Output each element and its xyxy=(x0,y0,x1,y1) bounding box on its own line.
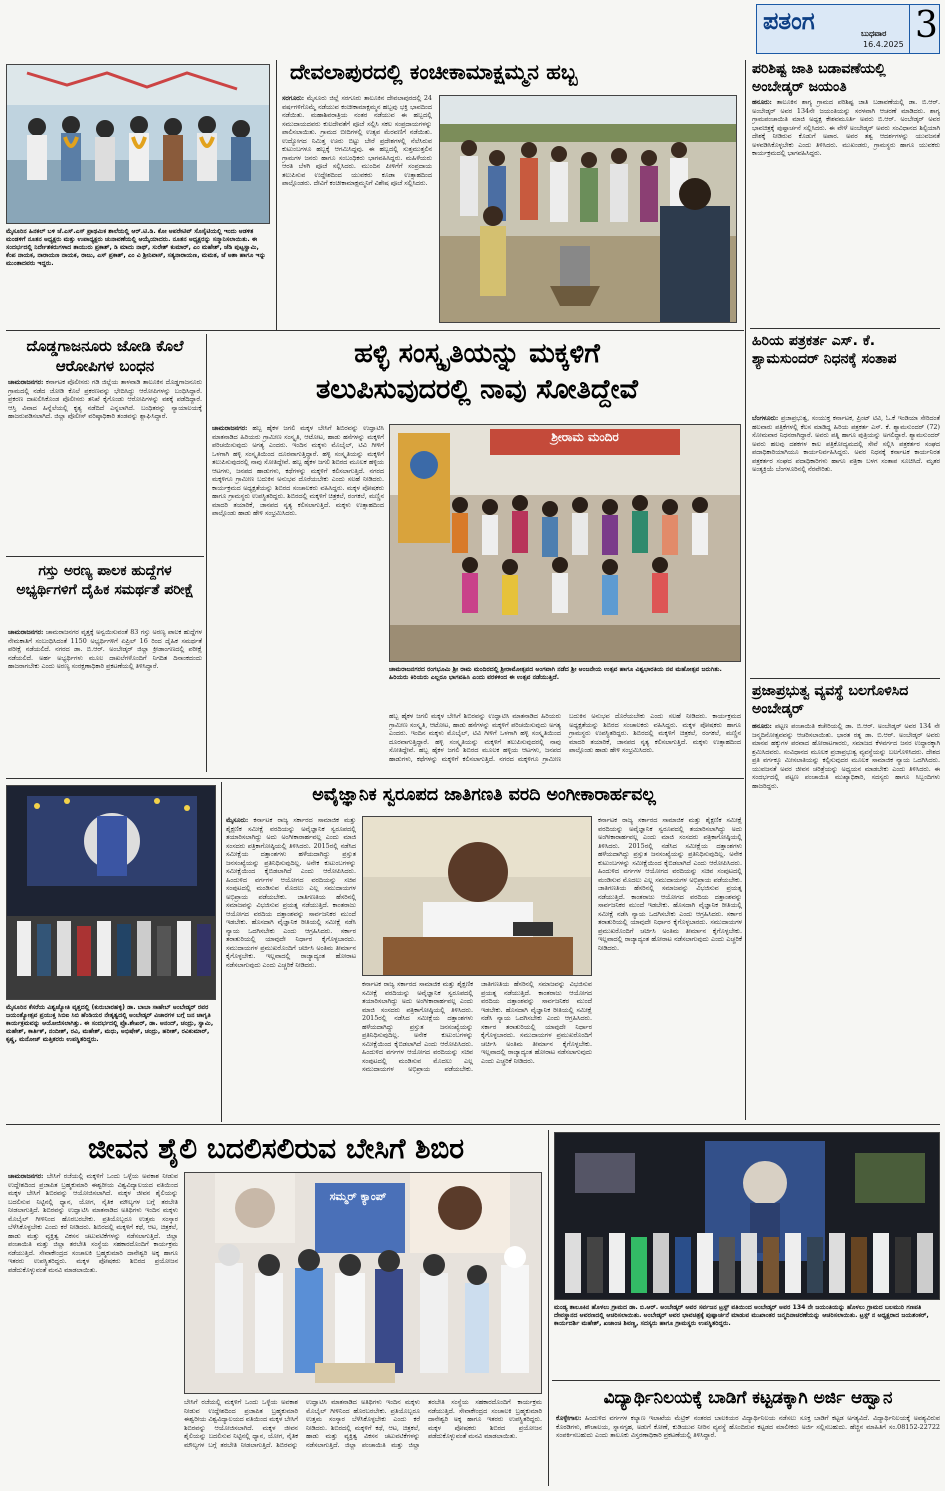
masthead xyxy=(756,4,940,54)
top-left-caption: ಮೈಸೂರಿನ ಹಿನಕಲ್ ಬಳಿ ಜೆ.ಎಸ್.ಎಸ್ ಪ್ರಾಥಮಿಕ ಶಾಲೆಯಲ್ಲಿ ಆರ್.ಟಿ.ಡಿ. ಕೋ ಆಪರೇಟಿವ್ ಸೊಸೈಟಿಯಲ್ಲಿ ಇಂದು ಆಡಳಿತ ಮಂಡಳಿಗೆ ನೂತನ ಅಧ್ಯಕ್ಷರು ಮತ್ತು ಉಪಾಧ್ಯಕ್ಷರು ಚುನಾವಣೆಯಲ್ಲಿ ಆಯ್ಕೆಯಾದರು. ನೂತನ ಅಧ್ಯಕ್ಷರನ್ನು ಸನ್ಮಾನಿಸಲಾಯಿತು. ಈ ಸಂದರ್ಭದಲ್ಲಿ ನಿರ್ದೇಶಕರುಗಳಾದ ತಾಯುರು ಪ್ರಕಾಶ್, ಡಿ ಮಾದು ನಾಥ್, ಸುರೇಶ್ ಕುಮಾರ್, ಎಂ ಮಹೇಶ್, ಜೆಡಿ ಪುಟ್ಟಸ್ವಾಮಿ, ಕೆಂಪ ನಾಯಕ, ನಾರಾಯಣ ನಾಯಕ, ರಾಜು, ಎಸ್ ಪ್ರಕಾಶ್, ಎಂ ವಿ ಶ್ರೀನಿವಾಸ್, ಸತ್ಯನಾರಾಯಣ, ಮಮತ, ಜೆ ಅಶಾ ಹಾಗೂ ಇನ್ನು ಮುಂತಾದವರು ಇದ್ದರು. xyxy=(6,228,266,268)
summer-text-cont: ಬೇಸಿಗೆ ರಜೆಯಲ್ಲಿ ಮಕ್ಕಳಿಗೆ ಒಂದು ಒಳ್ಳೆಯ ಅವಕಾಶ ನೀಡುವ ಉದ್ದೇಶದಿಂದ ಪ್ರಜಾಪಿತ ಬ್ರಹ್ಮಕುಮಾರಿ ಈಶ್ವರೀಯ ವಿಶ್ವವಿದ್ಯಾಲಯದ ವತಿಯಿಂದ ಮಕ್ಕಳ ಬೇಸಿಗೆ ಶಿಬಿರವನ್ನು ಆಯೋಜಿಸಲಾಗಿದೆ. ಮಕ್ಕಳ ಜೀವನ ಶೈಲಿಯನ್ನು ಬದಲಿಸುವ ನಿಟ್ಟಿನಲ್ಲಿ ಧ್ಯಾನ, ಯೋಗ, ನೈತಿಕ ಮೌಲ್ಯಗಳ ಬಗ್ಗೆ ತರಬೇತಿ ನೀಡಲಾಗುತ್ತಿದೆ. ಶಿಬಿರವನ್ನು ಉದ್ಘಾಟಿಸಿ ಮಾತನಾಡಿದ ಅತಿಥಿಗಳು ಇಂದಿನ ಮಕ್ಕಳು ಮೊಬೈಲ್ ಗೀಳಿನಿಂದ ಹೊರಬರಬೇಕು. ಪ್ರತಿಯೊಬ್ಬರೂ ಉತ್ತಮ ಸಂಸ್ಕಾರ ಬೆಳೆಸಿಕೊಳ್ಳಬೇಕು ಎಂದು ಕರೆ ನೀಡಿದರು. ಶಿಬಿರದಲ್ಲಿ ಮಕ್ಕಳಿಗೆ ಕಥೆ, ಆಟ, ಚಿತ್ರಕಲೆ, ಹಾಡು ಮತ್ತು ವ್ಯಕ್ತಿತ್ವ ವಿಕಸನ ಚಟುವಟಿಕೆಗಳನ್ನು ನಡೆಸಲಾಗುತ್ತಿದೆ. ಜಿಲ್ಲಾ ಪಂಚಾಯಿತಿ ಮತ್ತು ಜಿಲ್ಲಾ ತರಬೇತಿ ಸಂಸ್ಥೆಯ ಸಹಕಾರದೊಂದಿಗೆ ಕಾರ್ಯಕ್ರಮ ನಡೆಯುತ್ತಿದೆ. ಸೇವಾಕೇಂದ್ರದ ಸಂಚಾಲಕಿ ಬ್ರಹ್ಮಕುಮಾರಿ ದಾನೇಶ್ವರಿ ಅಕ್ಕ ಹಾಗೂ ಇತರರು ಉಪಸ್ಥಿತರಿದ್ದರು. ಮಕ್ಕಳ ಪೋಷಕರು ಶಿಬಿರದ ಪ್ರಯೋಜನ ಪಡೆದುಕೊಳ್ಳುವಂತೆ ಮನವಿ ಮಾಡಲಾಯಿತು. xyxy=(184,1398,542,1449)
ambedkar-stage-caption: ಮೈಸೂರಿನ ಕೆಸರೆಯ ವಿಶ್ವಜ್ಯೋತಿ ವೃತ್ತದಲ್ಲಿ (ಕುರುಬಾರಹಳ್ಳಿ) ಡಾ. ಬಾಬಾ ಸಾಹೇಬ್ ಅಂಬೇಡ್ಕರ್ ರವರ ಜಯಂತ್ಯೋತ್ಸವ ಪ್ರಯುಕ್ತ ಸಿಬಿಐ ಸಿಬಿ ಹೆಂಡಿಯರ ನೇತೃತ್ವದಲ್ಲಿ ಅಂಬೇಡ್ಕರ್ ವಿಚಾರಗಳ ಬಗ್ಗೆ ಜನ ಜಾಗೃತಿ ಕಾರ್ಯಕ್ರಮವನ್ನು ಆಯೋಜಿಸಲಾಗಿತ್ತು. ಈ ಸಂದರ್ಭದಲ್ಲಿ ಪ್ರೊ.ಶೇಖರ್, ಡಾ. ಆನಂದ್, ಚಂದ್ರು, ಸ್ವಾಮಿ, ಮಹೇಶ್, ಕಾರ್ತಿಕ್, ನಂದೀಶ್, ರವಿ, ಮಹೇಶ್, ಮಧು, ಅಭಿಷೇಕ್, ಚಂದ್ರು, ಹರೀಶ್, ರವಿಕುಮಾರ್, ಕೃಷ್ಣ, ಮನೋಜ್ ಮತ್ತಿತರರು ಉಪಸ್ಥಿತರಿದ್ದರು. xyxy=(6,1004,214,1044)
right-body-1 xyxy=(752,98,940,320)
masthead-date: 16.4.2025 xyxy=(863,40,904,49)
caste-text-mid: ಕರ್ನಾಟಕ ರಾಜ್ಯ ಸರ್ಕಾರದ ಸಾಮಾಜಿಕ ಮತ್ತು ಶೈಕ್ಷಣಿಕ ಸಮೀಕ್ಷೆ ವರದಿಯನ್ನು ಅವೈಜ್ಞಾನಿಕ ಸ್ವರೂಪದಲ್ಲಿ ತಯಾರಿಸಲಾಗಿದ್ದು ಅದು ಅಂಗೀಕಾರಾರ್ಹವಲ್ಲ ಎಂದು ಮಾಜಿ ಸಂಸದರು ಪತ್ರಿಕಾಗೋಷ್ಠಿಯಲ್ಲಿ ತಿಳಿಸಿದರು. 2015ರಲ್ಲಿ ನಡೆಸಿದ ಸಮೀಕ್ಷೆಯ ದತ್ತಾಂಶಗಳು ಹಳೆಯದಾಗಿದ್ದು ಪ್ರಸ್ತುತ ಜನಸಂಖ್ಯೆಯನ್ನು ಪ್ರತಿನಿಧಿಸುವುದಿಲ್ಲ. ಅನೇಕ ಕುಟುಂಬಗಳನ್ನು ಸಮೀಕ್ಷೆಯಿಂದ ಕೈಬಿಡಲಾಗಿದೆ ಎಂದು ಆರೋಪಿಸಿದರು. ಹಿಂದುಳಿದ ವರ್ಗಗಳ ಆಯೋಗದ ವರದಿಯನ್ನು ಸಚಿವ ಸಂಪುಟದಲ್ಲಿ ಮಂಡಿಸುವ ಮೊದಲು ಎಲ್ಲ ಸಮುದಾಯಗಳ ಅಭಿಪ್ರಾಯ ಪಡೆಯಬೇಕು. ಜಾತಿಗಣತಿಯ ಹೆಸರಿನಲ್ಲಿ ಸಮಾಜವನ್ನು ವಿಭಜಿಸುವ ಪ್ರಯತ್ನ ನಡೆಯುತ್ತಿದೆ. ಕಾಂತರಾಜು ಆಯೋಗದ ವರದಿಯ ದತ್ತಾಂಶವನ್ನು ಸಾರ್ವಜನಿಕರ ಮುಂದೆ ಇಡಬೇಕು. ಹೊಸದಾಗಿ ವೈಜ್ಞಾನಿಕ ರೀತಿಯಲ್ಲಿ ಸಮೀಕ್ಷೆ ನಡೆಸಿ ನ್ಯಾಯ ಒದಗಿಸಬೇಕು ಎಂದು ಆಗ್ರಹಿಸಿದರು. ಸರ್ಕಾರ ತರಾತುರಿಯಲ್ಲಿ ಯಾವುದೇ ನಿರ್ಧಾರ ಕೈಗೊಳ್ಳಬಾರದು. ಸಮುದಾಯಗಳ ಪ್ರಮುಖರೊಂದಿಗೆ ಚರ್ಚಿಸಿ ಅಂತಿಮ ತೀರ್ಮಾನ ಕೈಗೊಳ್ಳಬೇಕು. ಇಲ್ಲವಾದಲ್ಲಿ ರಾಜ್ಯಾದ್ಯಂತ ಹೋರಾಟ ನಡೆಸಲಾಗುವುದು ಎಂದು ಎಚ್ಚರಿಕೆ ನೀಡಿದರು. xyxy=(362,980,592,1074)
caste-body-mid xyxy=(362,980,592,1116)
culture-body-cont xyxy=(389,712,741,774)
culture-caption: ಚಾಮರಾಜನಗರದ ರಂಗಭೂಮಿ ಶ್ರೀ ರಾಮ ಮಂದಿರದಲ್ಲಿ ಶ್ರೀರಾಮೋತ್ಸವದ ಅಂಗವಾಗಿ ನಡೆದ ಶ್ರೀ ಆಂಜನೇಯ ಉತ್ಸವ ಹಾಗೂ ವಿಶ್ವಭಾರತಿಯ ನವ ಮಹೋತ್ಸವ ಜರುಗಿತು. ಹಿರಿಯರು ಕಿರಿಯರು ಎಲ್ಲರೂ ಭಾಗವಹಿಸಿ ಎಂದು ವರಕಳಿಂದ ಈ ಉತ್ಸವ ನಡೆಯುತ್ತಿದೆ. xyxy=(389,666,722,682)
caste-headline: ಅವೈಜ್ಞಾನಿಕ ಸ್ವರೂಪದ ಜಾತಿಗಣತಿ ವರದಿ ಅಂಗೀಕಾರಾರ್ಹವಲ್ಲ xyxy=(312,785,656,805)
right-text-3: ಪಟ್ಟಣ ಪಂಚಾಯಿತಿ ಕಚೇರಿಯಲ್ಲಿ ಡಾ. ಬಿ.ಆರ್. ಅಂಬೇಡ್ಕರ್ ಅವರ 134 ನೇ ಜನ್ಮದಿನೋತ್ಸವವನ್ನು ಆಚರಿಸಲಾಯಿತು. ಭಾರತ ರತ್ನ ಡಾ. ಬಿ.ಆರ್. ಅಂಬೇಡ್ಕರ್ ಅವರು ಮಾನವ ಹಕ್ಕುಗಳ ಪರವಾದ ಹೋರಾಟಗಾರರು, ಸಮಾಜದ ಕೆಳವರ್ಗದ ಜನರ ಉದ್ಧಾರಕ್ಕಾಗಿ ಶ್ರಮಿಸಿದವರು. ಸಂವಿಧಾನದ ಮೂಲಕ ಪ್ರಜಾಪ್ರಭುತ್ವ ವ್ಯವಸ್ಥೆಯನ್ನು ಬಲಗೊಳಿಸಿದರು. ದೇಶದ ಪ್ರತಿ ವರ್ಗಕ್ಕೂ ಮೀಸಲಾತಿಯನ್ನು ಕಲ್ಪಿಸುವುದರ ಮೂಲಕ ಸಾಮಾಜಿಕ ನ್ಯಾಯ ಒದಗಿಸಿದರು. ಯುವಜನತೆ ಅವರ ಜೀವನ ಚರಿತ್ರೆಯನ್ನು ಅಧ್ಯಯನ ಮಾಡಬೇಕು ಎಂದು ತಿಳಿಸಿದರು. ಈ ಸಂದರ್ಭದಲ್ಲಿ ಪಟ್ಟಣ ಪಂಚಾಯಿತಿ ಮುಖ್ಯಾಧಿಕಾರಿ, ಸದಸ್ಯರು ಹಾಗೂ ಸಿಬ್ಬಂದಿಗಳು ಹಾಜರಿದ್ದರು. xyxy=(752,722,940,790)
caste-body xyxy=(226,816,356,1116)
caste-text: ಕರ್ನಾಟಕ ರಾಜ್ಯ ಸರ್ಕಾರದ ಸಾಮಾಜಿಕ ಮತ್ತು ಶೈಕ್ಷಣಿಕ ಸಮೀಕ್ಷೆ ವರದಿಯನ್ನು ಅವೈಜ್ಞಾನಿಕ ಸ್ವರೂಪದಲ್ಲಿ ತಯಾರಿಸಲಾಗಿದ್ದು ಅದು ಅಂಗೀಕಾರಾರ್ಹವಲ್ಲ ಎಂದು ಮಾಜಿ ಸಂಸದರು ಪತ್ರಿಕಾಗೋಷ್ಠಿಯಲ್ಲಿ ತಿಳಿಸಿದರು. 2015ರಲ್ಲಿ ನಡೆಸಿದ ಸಮೀಕ್ಷೆಯ ದತ್ತಾಂಶಗಳು ಹಳೆಯದಾಗಿದ್ದು ಪ್ರಸ್ತುತ ಜನಸಂಖ್ಯೆಯನ್ನು ಪ್ರತಿನಿಧಿಸುವುದಿಲ್ಲ. ಅನೇಕ ಕುಟುಂಬಗಳನ್ನು ಸಮೀಕ್ಷೆಯಿಂದ ಕೈಬಿಡಲಾಗಿದೆ ಎಂದು ಆರೋಪಿಸಿದರು. ಹಿಂದುಳಿದ ವರ್ಗಗಳ ಆಯೋಗದ ವರದಿಯನ್ನು ಸಚಿವ ಸಂಪುಟದಲ್ಲಿ ಮಂಡಿಸುವ ಮೊದಲು ಎಲ್ಲ ಸಮುದಾಯಗಳ ಅಭಿಪ್ರಾಯ ಪಡೆಯಬೇಕು. ಜಾತಿಗಣತಿಯ ಹೆಸರಿನಲ್ಲಿ ಸಮಾಜವನ್ನು ವಿಭಜಿಸುವ ಪ್ರಯತ್ನ ನಡೆಯುತ್ತಿದೆ. ಕಾಂತರಾಜು ಆಯೋಗದ ವರದಿಯ ದತ್ತಾಂಶವನ್ನು ಸಾರ್ವಜನಿಕರ ಮುಂದೆ ಇಡಬೇಕು. ಹೊಸದಾಗಿ ವೈಜ್ಞಾನಿಕ ರೀತಿಯಲ್ಲಿ ಸಮೀಕ್ಷೆ ನಡೆಸಿ ನ್ಯಾಯ ಒದಗಿಸಬೇಕು ಎಂದು ಆಗ್ರಹಿಸಿದರು. ಸರ್ಕಾರ ತರಾತುರಿಯಲ್ಲಿ ಯಾವುದೇ ನಿರ್ಧಾರ ಕೈಗೊಳ್ಳಬಾರದು. ಸಮುದಾಯಗಳ ಪ್ರಮುಖರೊಂದಿಗೆ ಚರ್ಚಿಸಿ ಅಂತಿಮ ತೀರ್ಮಾನ ಕೈಗೊಳ್ಳಬೇಕು. ಇಲ್ಲವಾದಲ್ಲಿ ರಾಜ್ಯಾದ್ಯಂತ ಹೋರಾಟ ನಡೆಸಲಾಗುವುದು ಎಂದು ಎಚ್ಚರಿಕೆ ನೀಡಿದರು. xyxy=(226,816,356,969)
culture-photo xyxy=(389,424,741,662)
right-headline-3: ಪ್ರಜಾಪ್ರಭುತ್ವ ವ್ಯವಸ್ಥೆ ಬಲಗೊಳಿಸಿದ ಅಂಬೇಡ್ಕರ್ xyxy=(752,683,909,718)
forest-headline: ಗಸ್ತು ಅರಣ್ಯ ಪಾಲಕ ಹುದ್ದೆಗಳ ಅಭ್ಯರ್ಥಿಗಳಿಗೆ ದೈಹಿಕ ಸಮರ್ಥತೆ ಪರೀಕ್ಷೆ xyxy=(16,563,194,598)
summer-photo xyxy=(184,1172,542,1394)
right-text-2: ಪ್ರಜಾಪ್ರಭುತ್ವ, ಸಂಯುಕ್ತ ಕರ್ನಾಟಕ, ಪ್ರಿಂಟ್ ಟಿವಿ, ಓ.ಕೆ ಇಂಡಿಯಾ ಸೇರಿದಂತೆ ಹಲವಾರು ಪತ್ರಿಕೆಗಳಲ್ಲಿ ಕೆಲಸ ಮಾಡಿದ್ದ ಹಿರಿಯ ಪತ್ರಕರ್ತ ಎಸ್. ಕೆ. ಶ್ಯಾಮಸುಂದರ್ (72) ಸೋಮವಾರ ನಿಧನರಾಗಿದ್ದಾರೆ. ಅವರು ಪತ್ನಿ ಹಾಗೂ ಪುತ್ರಿಯನ್ನು ಅಗಲಿದ್ದಾರೆ. ಶ್ಯಾಮಸುಂದರ್ ಅವರು ಹಲವು ದಶಕಗಳ ಕಾಲ ಪತ್ರಿಕೋದ್ಯಮದಲ್ಲಿ ಸೇವೆ ಸಲ್ಲಿಸಿ ಪತ್ರಕರ್ತರ ಸಂಘದ ಪದಾಧಿಕಾರಿಯಾಗಿಯೂ ಕಾರ್ಯನಿರ್ವಹಿಸಿದ್ದರು. ಅವರ ನಿಧನಕ್ಕೆ ಕರ್ನಾಟಕ ಕಾರ್ಯನಿರತ ಪತ್ರಕರ್ತರ ಸಂಘದ ಪದಾಧಿಕಾರಿಗಳು ಹಾಗೂ ಪತ್ರಿಕಾ ಬಳಗ ಸಂತಾಪ ಸೂಚಿಸಿದೆ. ಮೃತರ ಅಂತ್ಯಕ್ರಿಯೆ ಬೆಂಗಳೂರಿನಲ್ಲಿ ನೆರವೇರಿತು. xyxy=(752,414,940,474)
forest-dateline: ಚಾಮರಾಜನಗರ: xyxy=(8,628,44,636)
masthead-day: ಬುಧವಾರ xyxy=(861,29,887,38)
story1-headline: ದೇವಲಾಪುರದಲ್ಲಿ ಕಂಚೀಕಾಮಾಕ್ಷಮ್ಮನ ಹಬ್ಬ xyxy=(290,60,578,84)
right-dateline-3: ಹನೂರು: xyxy=(752,722,772,730)
culture-text-cont: ಹಬ್ಬ ಹೈಕಳ ಜಗಲಿ ಮಕ್ಕಳ ಬೇಸಿಗೆ ಶಿಬಿರವನ್ನು ಉದ್ಘಾಟಿಸಿ ಮಾತನಾಡಿದ ಹಿರಿಯರು ಗ್ರಾಮೀಣ ಸಂಸ್ಕೃತಿ, ಆಟೋಟ, ಹಾಡು ಹಸೆಗಳನ್ನು ಮಕ್ಕಳಿಗೆ ಪರಿಚಯಿಸುವುದು ಅಗತ್ಯ ಎಂದರು. ಇಂದಿನ ಮಕ್ಕಳು ಮೊಬೈಲ್, ಟಿವಿ ಗೀಳಿಗೆ ಒಳಗಾಗಿ ಹಳ್ಳಿ ಸಂಸ್ಕೃತಿಯಿಂದ ದೂರವಾಗುತ್ತಿದ್ದಾರೆ. ಹಳ್ಳಿ ಸಂಸ್ಕೃತಿಯನ್ನು ಮಕ್ಕಳಿಗೆ ತಲುಪಿಸುವುದರಲ್ಲಿ ನಾವು ಸೋತಿದ್ದೇವೆ. ಹಬ್ಬ ಹೈಕಳ ಜಗಲಿ ಶಿಬಿರದ ಮೂಲಕ ಹಳ್ಳಿಯ ಆಟಗಳು, ಜನಪದ ಹಾಡುಗಳು, ಕಥೆಗಳನ್ನು ಮಕ್ಕಳಿಗೆ ಕಲಿಸಲಾಗುತ್ತಿದೆ. ನಗರದ ಮಕ್ಕಳಿಗೂ ಗ್ರಾಮೀಣ ಬದುಕಿನ ಅನುಭವ ದೊರೆಯಬೇಕು ಎಂದು ಸಲಹೆ ನೀಡಿದರು. ಕಾರ್ಯಕ್ರಮದ ಅಧ್ಯಕ್ಷತೆಯನ್ನು ಶಿಬಿರದ ಸಂಚಾಲಕರು ವಹಿಸಿದ್ದರು. ಮಕ್ಕಳ ಪೋಷಕರು ಹಾಗೂ ಗ್ರಾಮಸ್ಥರು ಉಪಸ್ಥಿತರಿದ್ದರು. ಶಿಬಿರದಲ್ಲಿ ಮಕ್ಕಳಿಗೆ ಚಿತ್ರಕಲೆ, ರಂಗಕಲೆ, ಮಣ್ಣಿನ ಮಾದರಿ ತಯಾರಿಕೆ, ಜಾನಪದ ನೃತ್ಯ ಕಲಿಸಲಾಗುತ್ತಿದೆ. ಮಕ್ಕಳು ಉತ್ಸಾಹದಿಂದ ಪಾಲ್ಗೊಂಡು ಹಾಡು ಹೇಳಿ ಸಂಭ್ರಮಿಸಿದರು. xyxy=(389,712,741,763)
summer-body xyxy=(8,1172,178,1484)
culture-dateline: ಚಾಮರಾಜನಗರ: xyxy=(212,424,248,432)
summer-dateline: ಚಾಮರಾಜನಗರ: xyxy=(8,1172,44,1180)
culture-text: ಹಬ್ಬ ಹೈಕಳ ಜಗಲಿ ಮಕ್ಕಳ ಬೇಸಿಗೆ ಶಿಬಿರವನ್ನು ಉದ್ಘಾಟಿಸಿ ಮಾತನಾಡಿದ ಹಿರಿಯರು ಗ್ರಾಮೀಣ ಸಂಸ್ಕೃತಿ, ಆಟೋಟ, ಹಾಡು ಹಸೆಗಳನ್ನು ಮಕ್ಕಳಿಗೆ ಪರಿಚಯಿಸುವುದು ಅಗತ್ಯ ಎಂದರು. ಇಂದಿನ ಮಕ್ಕಳು ಮೊಬೈಲ್, ಟಿವಿ ಗೀಳಿಗೆ ಒಳಗಾಗಿ ಹಳ್ಳಿ ಸಂಸ್ಕೃತಿಯಿಂದ ದೂರವಾಗುತ್ತಿದ್ದಾರೆ. ಹಳ್ಳಿ ಸಂಸ್ಕೃತಿಯನ್ನು ಮಕ್ಕಳಿಗೆ ತಲುಪಿಸುವುದರಲ್ಲಿ ನಾವು ಸೋತಿದ್ದೇವೆ. ಹಬ್ಬ ಹೈಕಳ ಜಗಲಿ ಶಿಬಿರದ ಮೂಲಕ ಹಳ್ಳಿಯ ಆಟಗಳು, ಜನಪದ ಹಾಡುಗಳು, ಕಥೆಗಳನ್ನು ಮಕ್ಕಳಿಗೆ ಕಲಿಸಲಾಗುತ್ತಿದೆ. ನಗರದ ಮಕ್ಕಳಿಗೂ ಗ್ರಾಮೀಣ ಬದುಕಿನ ಅನುಭವ ದೊರೆಯಬೇಕು ಎಂದು ಸಲಹೆ ನೀಡಿದರು. ಕಾರ್ಯಕ್ರಮದ ಅಧ್ಯಕ್ಷತೆಯನ್ನು ಶಿಬಿರದ ಸಂಚಾಲಕರು ವಹಿಸಿದ್ದರು. ಮಕ್ಕಳ ಪೋಷಕರು ಹಾಗೂ ಗ್ರಾಮಸ್ಥರು ಉಪಸ್ಥಿತರಿದ್ದರು. ಶಿಬಿರದಲ್ಲಿ ಮಕ್ಕಳಿಗೆ ಚಿತ್ರಕಲೆ, ರಂಗಕಲೆ, ಮಣ್ಣಿನ ಮಾದರಿ ತಯಾರಿಕೆ, ಜಾನಪದ ನೃತ್ಯ ಕಲಿಸಲಾಗುತ್ತಿದೆ. ಮಕ್ಕಳು ಉತ್ಸಾಹದಿಂದ ಪಾಲ್ಗೊಂಡು ಹಾಡು ಹೇಳಿ ಸಂಭ್ರಮಿಸಿದರು. xyxy=(212,424,384,518)
culture-headline-line2: ತಲುಪಿಸುವುದರಲ್ಲಿ ನಾವು ಸೋತಿದ್ದೇವೆ xyxy=(315,374,638,405)
hostel-text: ಹಿಂದುಳಿದ ವರ್ಗಗಳ ಕಲ್ಯಾಣ ಇಲಾಖೆಯ ಮೆಟ್ರಿಕ್ ನಂತರದ ಬಾಲಕಿಯರ ವಿದ್ಯಾರ್ಥಿನಿಲಯ ನಡೆಸಲು ಸೂಕ್ತ ಬಾಡಿಗೆ ಕಟ್ಟಡ ಅಗತ್ಯವಿದೆ. ವಿದ್ಯಾರ್ಥಿನಿಲಯಕ್ಕೆ ಅವಶ್ಯವಿರುವ ಕೊಠಡಿಗಳು, ಶೌಚಾಲಯ, ಸ್ನಾನಗೃಹ, ಅಡುಗೆ ಕೋಣೆ, ಕುಡಿಯುವ ನೀರಿನ ವ್ಯವಸ್ಥೆ ಹೊಂದಿರುವ ಕಟ್ಟಡದ ಮಾಲೀಕರು ಅರ್ಜಿ ಸಲ್ಲಿಸಬಹುದು. ಹೆಚ್ಚಿನ ಮಾಹಿತಿಗೆ ಸಂ.08152-22722 ಸಂಪರ್ಕಿಸಬಹುದು ಎಂದು ತಾಲೂಕು ವಿಸ್ತರಣಾಧಿಕಾರಿ ಪ್ರಕಟಣೆಯಲ್ಲಿ ತಿಳಿಸಿದ್ದಾರೆ. xyxy=(556,1414,940,1440)
right-body-3 xyxy=(752,722,940,1118)
right-body-2 xyxy=(752,414,940,674)
page-number: 3 xyxy=(915,5,938,46)
caste-dateline: ಮೈಸೂರು: xyxy=(226,816,249,824)
right-headline-1: ಪರಿಶಿಷ್ಟ ಜಾತಿ ಬಡಾವಣೆಯಲ್ಲಿ ಅಂಬೇಡ್ಕರ್ ಜಯಂತಿ xyxy=(752,61,886,96)
story1-body xyxy=(282,94,432,322)
hostel-dateline: ಕೊಳ್ಳೇಗಾಲ: xyxy=(556,1414,582,1422)
arrest-body xyxy=(8,378,202,552)
summer-headline: ಜೀವನ ಶೈಲಿ ಬದಲಿಸಲಿರುವ ಬೇಸಿಗೆ ಶಿಬಿರ xyxy=(87,1132,465,1165)
holalu-photo xyxy=(554,1132,940,1300)
arrest-headline: ದೊಡ್ಡಗಾಜನೂರು ಜೋಡಿ ಕೊಲೆ ಆರೋಪಿಗಳ ಬಂಧನ xyxy=(26,337,184,376)
story1-dateline: ಸರಗೂರು: xyxy=(282,94,305,102)
arrest-text: ಕರ್ನಾಟಕ ಪೊಲೀಸರು ಗಡಿ ಜಿಲ್ಲೆಯ ತಾಳವಾಡಿ ತಾಲೂಕಿನ ದೊಡ್ಡಗಾಜನೂರು ಗ್ರಾಮದಲ್ಲಿ ನಡೆದ ಜೋಡಿ ಕೊಲೆ ಪ್ರಕರಣವನ್ನು ಭೇದಿಸಿದ್ದು ಆರೋಪಿಗಳನ್ನು ಬಂಧಿಸಿದ್ದಾರೆ. ಪ್ರಕರಣ ದಾಖಲಿಸಿಕೊಂಡ ಪೊಲೀಸರು ತನಿಖೆ ಕೈಗೊಂಡು ಆರೋಪಿಗಳನ್ನು ವಶಕ್ಕೆ ಪಡೆದಿದ್ದಾರೆ. ಆಸ್ತಿ ವಿವಾದ ಹಿನ್ನೆಲೆಯಲ್ಲಿ ಕೃತ್ಯ ನಡೆದಿದೆ ಎನ್ನಲಾಗಿದೆ. ಬಂಧಿತರನ್ನು ನ್ಯಾಯಾಲಯಕ್ಕೆ ಹಾಜರುಪಡಿಸಲಾಗಿದೆ. ಜಿಲ್ಲಾ ಪೊಲೀಸ್ ವರಿಷ್ಠಾಧಿಕಾರಿ ತಂಡವನ್ನು ಶ್ಲಾಘಿಸಿದ್ದಾರೆ. xyxy=(8,378,202,421)
summer-banner: ಸಮ್ಮರ್ ಕ್ಯಾಂಪ್ xyxy=(329,1190,387,1203)
summer-text: ಬೇಸಿಗೆ ರಜೆಯಲ್ಲಿ ಮಕ್ಕಳಿಗೆ ಒಂದು ಒಳ್ಳೆಯ ಅವಕಾಶ ನೀಡುವ ಉದ್ದೇಶದಿಂದ ಪ್ರಜಾಪಿತ ಬ್ರಹ್ಮಕುಮಾರಿ ಈಶ್ವರೀಯ ವಿಶ್ವವಿದ್ಯಾಲಯದ ವತಿಯಿಂದ ಮಕ್ಕಳ ಬೇಸಿಗೆ ಶಿಬಿರವನ್ನು ಆಯೋಜಿಸಲಾಗಿದೆ. ಮಕ್ಕಳ ಜೀವನ ಶೈಲಿಯನ್ನು ಬದಲಿಸುವ ನಿಟ್ಟಿನಲ್ಲಿ ಧ್ಯಾನ, ಯೋಗ, ನೈತಿಕ ಮೌಲ್ಯಗಳ ಬಗ್ಗೆ ತರಬೇತಿ ನೀಡಲಾಗುತ್ತಿದೆ. ಶಿಬಿರವನ್ನು ಉದ್ಘಾಟಿಸಿ ಮಾತನಾಡಿದ ಅತಿಥಿಗಳು ಇಂದಿನ ಮಕ್ಕಳು ಮೊಬೈಲ್ ಗೀಳಿನಿಂದ ಹೊರಬರಬೇಕು. ಪ್ರತಿಯೊಬ್ಬರೂ ಉತ್ತಮ ಸಂಸ್ಕಾರ ಬೆಳೆಸಿಕೊಳ್ಳಬೇಕು ಎಂದು ಕರೆ ನೀಡಿದರು. ಶಿಬಿರದಲ್ಲಿ ಮಕ್ಕಳಿಗೆ ಕಥೆ, ಆಟ, ಚಿತ್ರಕಲೆ, ಹಾಡು ಮತ್ತು ವ್ಯಕ್ತಿತ್ವ ವಿಕಸನ ಚಟುವಟಿಕೆಗಳನ್ನು ನಡೆಸಲಾಗುತ್ತಿದೆ. ಜಿಲ್ಲಾ ಪಂಚಾಯಿತಿ ಮತ್ತು ಜಿಲ್ಲಾ ತರಬೇತಿ ಸಂಸ್ಥೆಯ ಸಹಕಾರದೊಂದಿಗೆ ಕಾರ್ಯಕ್ರಮ ನಡೆಯುತ್ತಿದೆ. ಸೇವಾಕೇಂದ್ರದ ಸಂಚಾಲಕಿ ಬ್ರಹ್ಮಕುಮಾರಿ ದಾನೇಶ್ವರಿ ಅಕ್ಕ ಹಾಗೂ ಇತರರು ಉಪಸ್ಥಿತರಿದ್ದರು. ಮಕ್ಕಳ ಪೋಷಕರು ಶಿಬಿರದ ಪ್ರಯೋಜನ ಪಡೆದುಕೊಳ್ಳುವಂತೆ ಮನವಿ ಮಾಡಲಾಯಿತು. xyxy=(8,1172,178,1274)
temple-signboard: ಶ್ರೀರಾಮ ಮಂದಿರ xyxy=(551,430,619,444)
right-dateline-1: ಹನೂರು: xyxy=(752,98,772,106)
culture-body xyxy=(212,424,384,774)
summer-body-cont xyxy=(184,1398,542,1484)
holalu-caption: ಮಂಡ್ಯ ತಾಲೂಕಿನ ಹೊಳಲು ಗ್ರಾಮದ ಡಾ. ಬಿ.ಆರ್. ಅಂಬೇಡ್ಕರ್ ಅವರ ಸರ್ವಜನ ಟ್ರಸ್ಟ್ ವತಿಯಿಂದ ಅಂಬೇಡ್ಕರ್ ಅವರ 134 ನೇ ಜಯಂತಿಯನ್ನು ಹೊಳಲು ಗ್ರಾಮದ ಬಲಮುರಿ ಗಣಪತಿ ದೇವಸ್ಥಾನದ ಆವರಣದಲ್ಲಿ ಆಚರಿಸಲಾಯಿತು. ಅಂಬೇಡ್ಕರ್ ಅವರ ಭಾವಚಿತ್ರಕ್ಕೆ ಪುಷ್ಪಾರ್ಚನೆ ಮಾಡುವ ಮುಖಾಂತರ ಜನ್ಮದಿನಾಚರಣೆಯನ್ನು ಆಚರಿಸಲಾಯಿತು. ಟ್ರಸ್ಟ್ ನ ಅಧ್ಯಕ್ಷರಾದ ಜಯಶಂಕರ್, ಕಾರ್ಯದರ್ಶಿ ಮಹೇಶ್, ಖಜಾಂಚಿ ಶಿವಣ್ಣ, ಸದಸ್ಯರು ಹಾಗೂ ಗ್ರಾಮಸ್ಥರು ಉಪಸ್ಥಿತರಿದ್ದರು. xyxy=(554,1304,929,1328)
masthead-name: ಪತಂಗ xyxy=(763,7,815,35)
top-left-photo xyxy=(6,64,270,224)
right-text-1: ತಾಲೂಕಿನ ಶಾಗ್ಯ ಗ್ರಾಮದ ಪರಿಶಿಷ್ಟ ಜಾತಿ ಬಡಾವಣೆಯಲ್ಲಿ ಡಾ. ಬಿ.ಆರ್. ಅಂಬೇಡ್ಕರ್ ಅವರ 134ನೇ ಜಯಂತಿಯನ್ನು ಸರಳವಾಗಿ ಆಚರಣೆ ಮಾಡಿದರು. ಶಾಗ್ಯ ಗ್ರಾಮಪಂಚಾಯಿತಿ ಮಾಜಿ ಅಧ್ಯಕ್ಷ ಕೇಶವಮೂರ್ತಿ ಅವರು ಬಿ.ಆರ್. ಅಂಬೇಡ್ಕರ್ ಅವರ ಭಾವಚಿತ್ರಕ್ಕೆ ಪುಷ್ಪಾರ್ಚನೆ ಸಲ್ಲಿಸಿದರು. ಈ ವೇಳೆ ಅಂಬೇಡ್ಕರ್ ಅವರು ಸಂವಿಧಾನದ ಶಿಲ್ಪಿಯಾಗಿ ದೇಶಕ್ಕೆ ನೀಡಿರುವ ಕೊಡುಗೆ ಅಪಾರ. ಅವರ ತತ್ವ ಆದರ್ಶಗಳನ್ನು ಯುವಜನತೆ ಅಳವಡಿಸಿಕೊಳ್ಳಬೇಕು ಎಂದು ತಿಳಿಸಿದರು. ಮುಖಂಡರು, ಗ್ರಾಮಸ್ಥರು ಹಾಗೂ ಯುವಕರು ಕಾರ್ಯಕ್ರಮದಲ್ಲಿ ಭಾಗವಹಿಸಿದ್ದರು. xyxy=(752,98,940,158)
forest-text: ಚಾಮರಾಜನಗರ ವೃತ್ತಕ್ಕೆ ಅನ್ವಯಿಸುವಂತೆ 83 ಗಸ್ತು ಅರಣ್ಯ ಪಾಲಕ ಹುದ್ದೆಗಳ ನೇಮಕಾತಿಗೆ ಸಂಬಂಧಿಸಿದಂತೆ 1150 ಅಭ್ಯರ್ಥಿಗಳಿಗೆ ಏಪ್ರಿಲ್ 16 ರಿಂದ ದೈಹಿಕ ಸಮರ್ಥತೆ ಪರೀಕ್ಷೆ ನಡೆಯಲಿದೆ. ನಗರದ ಡಾ. ಬಿ.ಆರ್. ಅಂಬೇಡ್ಕರ್ ಜಿಲ್ಲಾ ಕ್ರೀಡಾಂಗಣದಲ್ಲಿ ಪರೀಕ್ಷೆ ನಡೆಯಲಿದೆ. ಅರ್ಹ ಅಭ್ಯರ್ಥಿಗಳು ಮೂಲ ದಾಖಲೆಗಳೊಂದಿಗೆ ನಿಗದಿತ ದಿನಾಂಕದಂದು ಹಾಜರಾಗಬೇಕು ಎಂದು ಅರಣ್ಯ ಸಂರಕ್ಷಣಾಧಿಕಾರಿ ಪ್ರಕಟಣೆಯಲ್ಲಿ ತಿಳಿಸಿದ್ದಾರೆ. xyxy=(8,628,202,671)
culture-headline-line1: ಹಳ್ಳಿ ಸಂಸ್ಕೃತಿಯನ್ನು ಮಕ್ಕಳಿಗೆ xyxy=(354,338,600,369)
caste-body-right xyxy=(598,816,742,1116)
forest-body xyxy=(8,628,202,770)
right-dateline-2: ಬೆಂಗಳೂರು: xyxy=(752,414,779,422)
right-headline-2: ಹಿರಿಯ ಪತ್ರಕರ್ತ ಎಸ್. ಕೆ. ಶ್ಯಾಮಸುಂದರ್ ನಿಧನಕ್ಕೆ ಸಂತಾಪ xyxy=(752,333,897,368)
caste-text-right: ಕರ್ನಾಟಕ ರಾಜ್ಯ ಸರ್ಕಾರದ ಸಾಮಾಜಿಕ ಮತ್ತು ಶೈಕ್ಷಣಿಕ ಸಮೀಕ್ಷೆ ವರದಿಯನ್ನು ಅವೈಜ್ಞಾನಿಕ ಸ್ವರೂಪದಲ್ಲಿ ತಯಾರಿಸಲಾಗಿದ್ದು ಅದು ಅಂಗೀಕಾರಾರ್ಹವಲ್ಲ ಎಂದು ಮಾಜಿ ಸಂಸದರು ಪತ್ರಿಕಾಗೋಷ್ಠಿಯಲ್ಲಿ ತಿಳಿಸಿದರು. 2015ರಲ್ಲಿ ನಡೆಸಿದ ಸಮೀಕ್ಷೆಯ ದತ್ತಾಂಶಗಳು ಹಳೆಯದಾಗಿದ್ದು ಪ್ರಸ್ತುತ ಜನಸಂಖ್ಯೆಯನ್ನು ಪ್ರತಿನಿಧಿಸುವುದಿಲ್ಲ. ಅನೇಕ ಕುಟುಂಬಗಳನ್ನು ಸಮೀಕ್ಷೆಯಿಂದ ಕೈಬಿಡಲಾಗಿದೆ ಎಂದು ಆರೋಪಿಸಿದರು. ಹಿಂದುಳಿದ ವರ್ಗಗಳ ಆಯೋಗದ ವರದಿಯನ್ನು ಸಚಿವ ಸಂಪುಟದಲ್ಲಿ ಮಂಡಿಸುವ ಮೊದಲು ಎಲ್ಲ ಸಮುದಾಯಗಳ ಅಭಿಪ್ರಾಯ ಪಡೆಯಬೇಕು. ಜಾತಿಗಣತಿಯ ಹೆಸರಿನಲ್ಲಿ ಸಮಾಜವನ್ನು ವಿಭಜಿಸುವ ಪ್ರಯತ್ನ ನಡೆಯುತ್ತಿದೆ. ಕಾಂತರಾಜು ಆಯೋಗದ ವರದಿಯ ದತ್ತಾಂಶವನ್ನು ಸಾರ್ವಜನಿಕರ ಮುಂದೆ ಇಡಬೇಕು. ಹೊಸದಾಗಿ ವೈಜ್ಞಾನಿಕ ರೀತಿಯಲ್ಲಿ ಸಮೀಕ್ಷೆ ನಡೆಸಿ ನ್ಯಾಯ ಒದಗಿಸಬೇಕು ಎಂದು ಆಗ್ರಹಿಸಿದರು. ಸರ್ಕಾರ ತರಾತುರಿಯಲ್ಲಿ ಯಾವುದೇ ನಿರ್ಧಾರ ಕೈಗೊಳ್ಳಬಾರದು. ಸಮುದಾಯಗಳ ಪ್ರಮುಖರೊಂದಿಗೆ ಚರ್ಚಿಸಿ ಅಂತಿಮ ತೀರ್ಮಾನ ಕೈಗೊಳ್ಳಬೇಕು. ಇಲ್ಲವಾದಲ್ಲಿ ರಾಜ್ಯಾದ್ಯಂತ ಹೋರಾಟ ನಡೆಸಲಾಗುವುದು ಎಂದು ಎಚ್ಚರಿಕೆ ನೀಡಿದರು. xyxy=(598,816,742,952)
ambedkar-stage-photo xyxy=(6,785,216,1000)
story1-photo xyxy=(439,95,737,323)
hostel-headline: ವಿದ್ಯಾರ್ಥಿನಿಲಯಕ್ಕೆ ಬಾಡಿಗೆ ಕಟ್ಟಡಕ್ಕಾಗಿ ಅರ್ಜಿ ಆಹ್ವಾನ xyxy=(603,1388,893,1408)
hostel-body xyxy=(556,1414,940,1486)
caste-photo xyxy=(362,816,592,976)
arrest-dateline: ಚಾಮರಾಜನಗರ: xyxy=(8,378,44,386)
story1-text: ಮೈಸೂರು ಜಿಲ್ಲೆ ಸರಗೂರು ತಾಲೂಕಿನ ದೇವಲಾಪುರದಲ್ಲಿ 24 ವರ್ಷಗಳಿಗೊಮ್ಮೆ ನಡೆಯುವ ಕಂಚೀಕಾಮಾಕ್ಷಮ್ಮನ ಹಬ್ಬವು ಭಕ್ತಿ ಭಾವದಿಂದ ನಡೆಯಿತು. ಮಹಾಶಿವರಾತ್ರಿಯ ನಂತರ ನಡೆಯುವ ಈ ಹಬ್ಬದಲ್ಲಿ ಸಮುದಾಯದವರು ಕುಲದೇವತೆಗೆ ಪೂಜೆ ಸಲ್ಲಿಸಿ ಸಕಲ ಸಂಪ್ರದಾಯಗಳನ್ನು ಪಾಲಿಸಲಾಯಿತು. ಗ್ರಾಮದ ಬೀದಿಗಳಲ್ಲಿ ಉತ್ಸವ ಮೆರವಣಿಗೆ ನಡೆಯಿತು. ಉದ್ಯೋಗದ ನಿಮಿತ್ತ ಊರು ಬಿಟ್ಟು ಬೇರೆ ಪ್ರದೇಶಗಳಲ್ಲಿ ನೆಲೆಸಿರುವ ಕುಟುಂಬಗಳೂ ಹಬ್ಬಕ್ಕೆ ಆಗಮಿಸಿದ್ದವು. ಈ ಹಬ್ಬದಲ್ಲಿ ಸುತ್ತಮುತ್ತಲಿನ ಗ್ರಾಮಗಳ ಜನರು ಹಾಗೂ ಸಂಬಂಧಿಕರು ಭಾಗವಹಿಸಿದ್ದರು. ಮಹಿಳೆಯರು ಆರತಿ ಬೆಳಗಿ ಪೂಜೆ ಸಲ್ಲಿಸಿದರು. ಮುಂದಿನ ಪೀಳಿಗೆಗೆ ಸಂಪ್ರದಾಯ ತಲುಪಿಸುವ ಉದ್ದೇಶದಿಂದ ಯುವಕರು ಕೂಡಾ ಉತ್ಸಾಹದಿಂದ ಪಾಲ್ಗೊಂಡರು. ದೇವಿಗೆ ಕಂಚೀಕಾಮಾಕ್ಷಮ್ಮನಿಗೆ ವಿಶೇಷ ಪೂಜೆ ಸಲ್ಲಿಸಿದರು. xyxy=(282,94,432,188)
